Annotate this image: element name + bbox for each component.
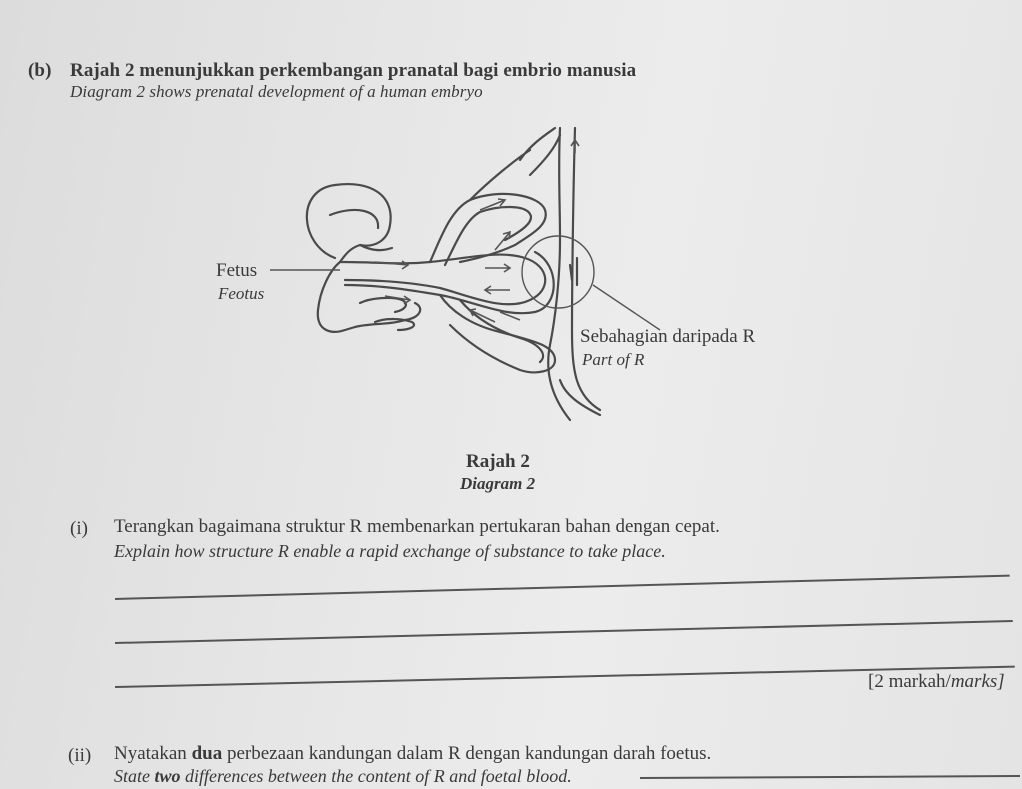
question-ii-malay-bold: dua — [191, 743, 223, 764]
question-ii-text-english — [114, 766, 572, 787]
question-ii-malay-part1: Nyatakan — [114, 743, 192, 764]
part-b-text-english: Diagram 2 shows prenatal development of a human embryo — [70, 82, 483, 101]
diagram-caption-english: Diagram 2 — [460, 474, 536, 493]
diagram-caption-malay: Rajah 2 — [466, 451, 530, 472]
question-i-marker: (i) — [70, 518, 88, 539]
part-r-leader-line — [593, 285, 660, 330]
question-i-text-english: Explain how structure R enable a rapid exchange of substance to take place. — [114, 541, 666, 561]
question-i-text-malay: Terangkan bagaimana struktur R membenarkan pertukaran bahan dengan cepat. — [114, 516, 720, 537]
marks-malay: [2 markah/ — [868, 671, 951, 692]
fetus-label-english: Feotus — [218, 284, 265, 303]
part-r-label-malay: Sebahagian daripada R — [580, 326, 756, 347]
question-ii-marker: (ii) — [68, 745, 92, 766]
marks-english: marks] — [950, 671, 1005, 692]
fetus-label-malay: Fetus — [216, 260, 258, 281]
question-ii-english-bold: two — [154, 766, 181, 786]
question-ii-text-malay — [114, 743, 711, 765]
question-ii-english-part2: differences between the content of R and foetal blood. — [180, 766, 572, 786]
part-b-text-malay: Rajah 2 menunjukkan perkembangan pranatal bagi embrio manusia — [70, 60, 637, 81]
question-ii-english-part1: State — [114, 766, 155, 786]
part-marker: (b) — [28, 60, 52, 81]
marks-indicator — [868, 671, 1005, 693]
question-ii-malay-part2: perbezaan kandungan dalam R dengan kandungan darah foetus. — [222, 743, 712, 764]
part-r-label-english: Part of R — [582, 350, 645, 369]
